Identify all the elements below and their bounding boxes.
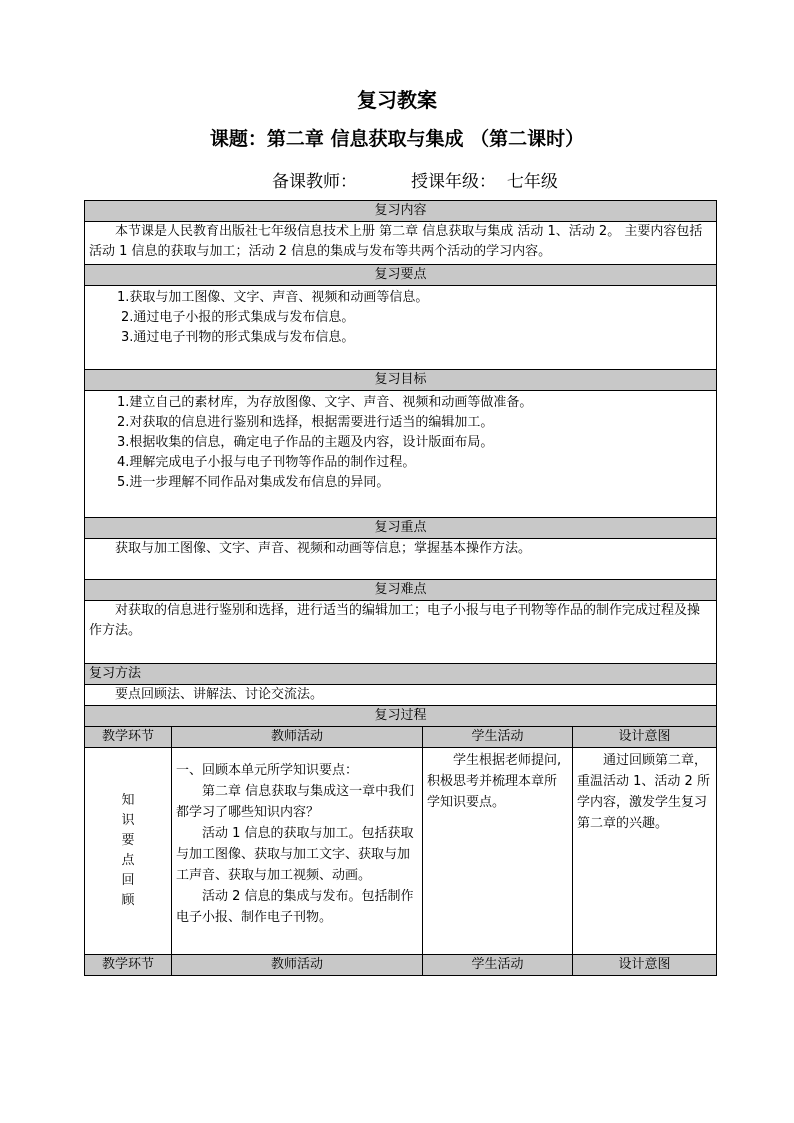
lesson-plan-table xyxy=(84,200,717,976)
section-header-points: 复习要点 xyxy=(85,265,717,286)
teacher-activity-line: 活动 1 信息的获取与加工。包括获取与加工图像、获取与加工文字、获取与加工声音、获取与加工视频、动画。 xyxy=(176,826,414,883)
design-intent-text: 通过回顾第二章，重温活动 1、活动 2 所学内容，激发学生复习第二章的兴趣。 xyxy=(577,753,710,831)
point-item: 3.通过电子刊物的形式集成与发布信息。 xyxy=(121,330,355,345)
point-item: 2.通过电子小报的形式集成与发布信息。 xyxy=(121,310,355,325)
goals-cell xyxy=(85,391,717,518)
goal-item: 3.根据收集的信息，确定电子作品的主题及内容，设计版面布局。 xyxy=(117,435,494,450)
method-text: 要点回顾法、讲解法、讨论交流法。 xyxy=(115,687,324,702)
column-header-teacher-repeat: 教师活动 xyxy=(172,955,423,976)
content-text-cell xyxy=(85,222,717,265)
stage-char: 要 xyxy=(121,833,135,848)
section-header-method: 复习方法 xyxy=(85,664,717,685)
column-header-student: 学生活动 xyxy=(423,727,573,748)
section-header-goals: 复习目标 xyxy=(85,370,717,391)
column-header-intent-repeat: 设计意图 xyxy=(573,955,717,976)
teacher-activity-line: 第二章 信息获取与集成这一章中我们都学习了哪些知识内容？ xyxy=(176,784,415,820)
point-item: 1.获取与加工图像、文字、声音、视频和动画等信息。 xyxy=(117,290,429,305)
goal-item: 2.对获取的信息进行鉴别和选择，根据需要进行适当的编辑加工。 xyxy=(117,415,494,430)
column-header-teacher: 教师活动 xyxy=(172,727,423,748)
student-activity-text: 学生根据老师提问,积极思考并梳理本章所学知识要点。 xyxy=(427,753,562,810)
teacher-activity-line: 活动 2 信息的集成与发布。包括制作电子小报、制作电子刊物。 xyxy=(176,889,414,925)
key-text: 获取与加工图像、文字、声音、视频和动画等信息；掌握基本操作方法。 xyxy=(115,541,532,556)
method-cell xyxy=(85,685,717,706)
section-header-content: 复习内容 xyxy=(85,201,717,222)
teacher-activity-cell xyxy=(172,748,423,955)
teacher-grade-line: 备课教师： 授课年级： 七年级 xyxy=(272,172,558,192)
design-intent-cell xyxy=(573,748,717,955)
section-header-difficult: 复习难点 xyxy=(85,580,717,601)
column-header-stage: 教学环节 xyxy=(85,727,172,748)
stage-cell xyxy=(85,748,172,955)
stage-char: 知 xyxy=(121,793,135,808)
goal-item: 5.进一步理解不同作品对集成发布信息的异同。 xyxy=(117,475,390,490)
stage-char: 点 xyxy=(121,853,135,868)
stage-char: 回 xyxy=(121,873,135,888)
difficult-text: 对获取的信息进行鉴别和选择，进行适当的编辑加工；电子小报与电子刊物等作品的制作完成过程及操作方法。 xyxy=(89,603,701,638)
column-header-student-repeat: 学生活动 xyxy=(423,955,573,976)
stage-char: 识 xyxy=(121,813,135,828)
difficult-cell xyxy=(85,601,717,664)
column-header-intent: 设计意图 xyxy=(573,727,717,748)
teacher-activity-line: 一、回顾本单元所学知识要点： xyxy=(176,763,359,778)
goal-item: 4.理解完成电子小报与电子刊物等作品的制作过程。 xyxy=(117,455,416,470)
section-header-key: 复习重点 xyxy=(85,518,717,539)
points-cell xyxy=(85,286,717,370)
document-title: 复习教案 xyxy=(357,88,437,112)
student-activity-cell xyxy=(423,748,573,955)
stage-char: 顾 xyxy=(121,893,135,908)
column-header-stage-repeat: 教学环节 xyxy=(85,955,172,976)
key-cell xyxy=(85,539,717,580)
lesson-subtitle: 课题：第二章 信息获取与集成 （第二课时） xyxy=(209,128,585,150)
goal-item: 1.建立自己的素材库，为存放图像、文字、声音、视频和动画等做准备。 xyxy=(117,395,533,410)
content-text: 本节课是人民教育出版社七年级信息技术上册 第二章 信息获取与集成 活动 1、活动 2。 主要内容包括 活动 1 信息的获取与加工；活动 2 信息的集成与发布等共两个活动的学习内容。 xyxy=(89,224,703,259)
section-header-process: 复习过程 xyxy=(85,706,717,727)
